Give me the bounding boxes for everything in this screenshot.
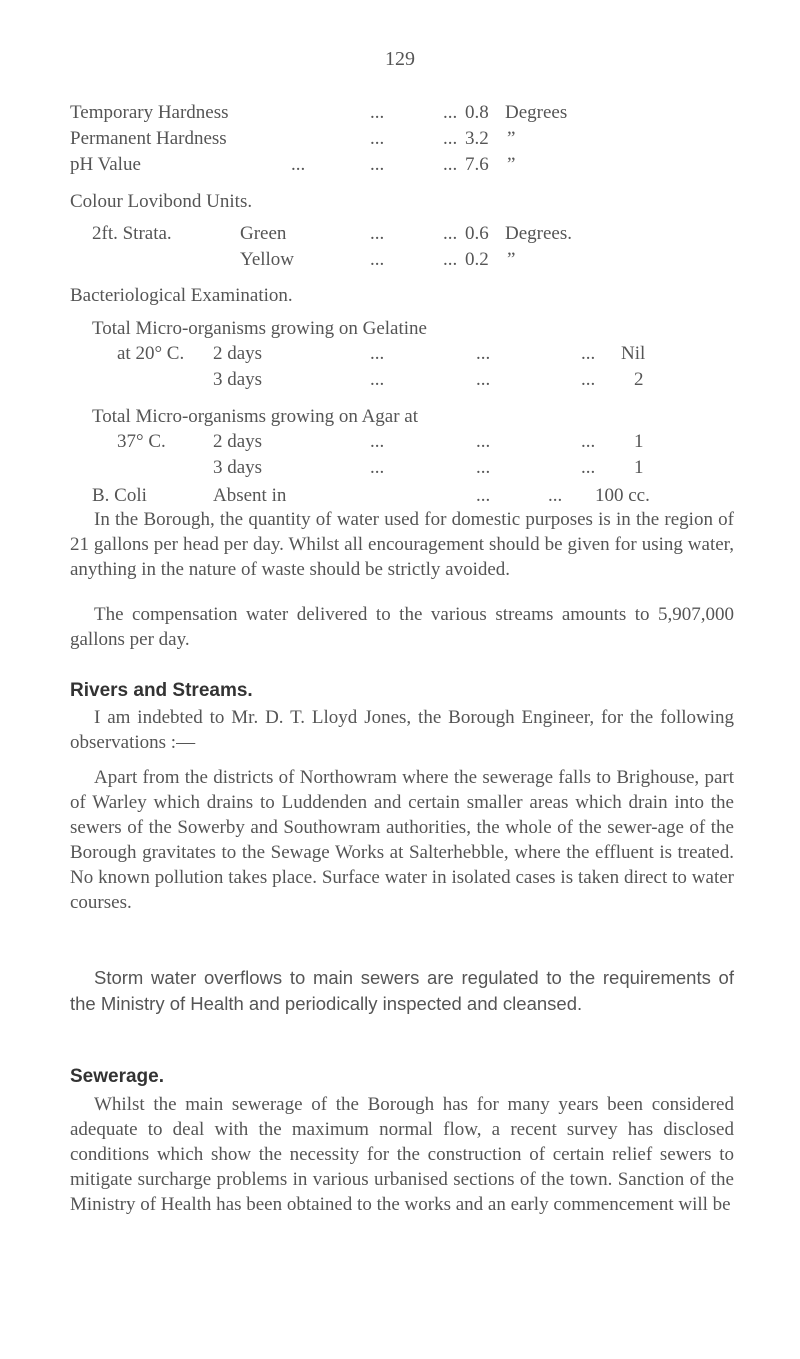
leader-dots: ... bbox=[291, 154, 306, 175]
temporary-hardness-unit: Degrees bbox=[505, 102, 568, 123]
leader-dots: ... bbox=[443, 154, 458, 175]
green-value: 0.6 bbox=[465, 223, 489, 244]
ditto-mark: ” bbox=[507, 128, 516, 149]
agar-3days-value: 1 bbox=[634, 457, 644, 478]
leader-dots: ... bbox=[370, 223, 385, 244]
green-unit: Degrees. bbox=[505, 223, 572, 244]
leader-dots: ... bbox=[581, 369, 596, 390]
leader-dots: ... bbox=[443, 102, 458, 123]
gelatine-line: Total Micro-organisms growing on Gelatine bbox=[92, 318, 427, 339]
agar-3days-label: 3 days bbox=[213, 457, 263, 478]
leader-dots: ... bbox=[443, 128, 458, 149]
leader-dots: ... bbox=[370, 369, 385, 390]
leader-dots: ... bbox=[476, 457, 491, 478]
leader-dots: ... bbox=[443, 223, 458, 244]
yellow-value: 0.2 bbox=[465, 249, 489, 270]
gelatine-2days-value: Nil bbox=[621, 343, 646, 364]
leader-dots: ... bbox=[370, 431, 385, 452]
yellow-label: Yellow bbox=[240, 249, 295, 270]
temporary-hardness-label: Temporary Hardness bbox=[70, 102, 229, 123]
permanent-hardness-value: 3.2 bbox=[465, 128, 489, 149]
agar-2days-value: 1 bbox=[634, 431, 644, 452]
colour-heading: Colour Lovibond Units. bbox=[70, 191, 253, 212]
ph-value: 7.6 bbox=[465, 154, 489, 175]
leader-dots: ... bbox=[476, 431, 491, 452]
leader-dots: ... bbox=[548, 485, 563, 506]
ditto-mark: ” bbox=[507, 154, 516, 175]
indebted-paragraph: I am indebted to Mr. D. T. Lloyd Jones, the Borough Engineer, for the following observations :— bbox=[70, 707, 734, 753]
leader-dots: ... bbox=[370, 102, 385, 123]
leader-dots: ... bbox=[476, 343, 491, 364]
leader-dots: ... bbox=[581, 457, 596, 478]
sewerage-paragraph: Whilst the main sewerage of the Borough has for many years been considered adequate to deal with the maximum normal flow, a recent survey has disclosed conditions which show the necessity for the construction of certain relief sewers to mitigate surcharge problems in various urbanised sections of the town. Sanction of the Ministry of Health has been obtained to the works and an early commencement will be bbox=[70, 1094, 734, 1215]
agar-temp: 37° C. bbox=[117, 431, 166, 452]
rivers-heading: Rivers and Streams. bbox=[70, 680, 253, 701]
gelatine-3days-value: 2 bbox=[634, 369, 644, 390]
agar-2days-label: 2 days bbox=[213, 431, 263, 452]
strata-label: 2ft. Strata. bbox=[92, 223, 172, 244]
leader-dots: ... bbox=[370, 154, 385, 175]
bcoli-value: 100 cc. bbox=[595, 485, 650, 506]
leader-dots: ... bbox=[443, 249, 458, 270]
compensation-paragraph: The compensation water delivered to the various streams amounts to 5,907,000 gallons per day. bbox=[70, 604, 734, 650]
bacteriological-heading: Bacteriological Examination. bbox=[70, 285, 293, 306]
gelatine-temp: at 20° C. bbox=[117, 343, 185, 364]
gelatine-2days-label: 2 days bbox=[213, 343, 263, 364]
apart-paragraph: Apart from the districts of Northowram where the sewerage falls to Brighouse, part of Warley which drains to Luddenden and certain smaller areas which drain into the sewers of the Sowerby and Southowram authorities, the whole of the sewer-age of the Borough gravitates to the Sewage Works at Salterhebble, where the effluent is treated. No known pollution takes place. Surface water in isolated cases is taken direct to water courses. bbox=[70, 767, 734, 913]
sewerage-heading: Sewerage. bbox=[70, 1066, 164, 1087]
consumption-paragraph: In the Borough, the quantity of water used for domestic purposes is in the region of 21 gallons per head per day. Whilst all encouragement should be given for using water, anything in the nature of waste should be strictly avoided. bbox=[70, 509, 734, 580]
gelatine-3days-label: 3 days bbox=[213, 369, 263, 390]
leader-dots: ... bbox=[370, 249, 385, 270]
leader-dots: ... bbox=[370, 457, 385, 478]
leader-dots: ... bbox=[476, 369, 491, 390]
green-label: Green bbox=[240, 223, 287, 244]
agar-line: Total Micro-organisms growing on Agar at bbox=[92, 406, 419, 427]
storm-paragraph: Storm water overflows to main sewers are regulated to the requirements of the Ministry of Health and periodically inspected and cleansed. bbox=[70, 967, 734, 1014]
leader-dots: ... bbox=[370, 343, 385, 364]
bcoli-label: B. Coli bbox=[92, 485, 147, 506]
leader-dots: ... bbox=[476, 485, 491, 506]
temporary-hardness-value: 0.8 bbox=[465, 102, 489, 123]
page-number: 129 bbox=[385, 48, 415, 70]
permanent-hardness-label: Permanent Hardness bbox=[70, 128, 227, 149]
leader-dots: ... bbox=[581, 343, 596, 364]
leader-dots: ... bbox=[581, 431, 596, 452]
ph-value-label: pH Value bbox=[70, 154, 141, 175]
ditto-mark: ” bbox=[507, 249, 516, 270]
bcoli-status: Absent in bbox=[213, 485, 287, 506]
leader-dots: ... bbox=[370, 128, 385, 149]
